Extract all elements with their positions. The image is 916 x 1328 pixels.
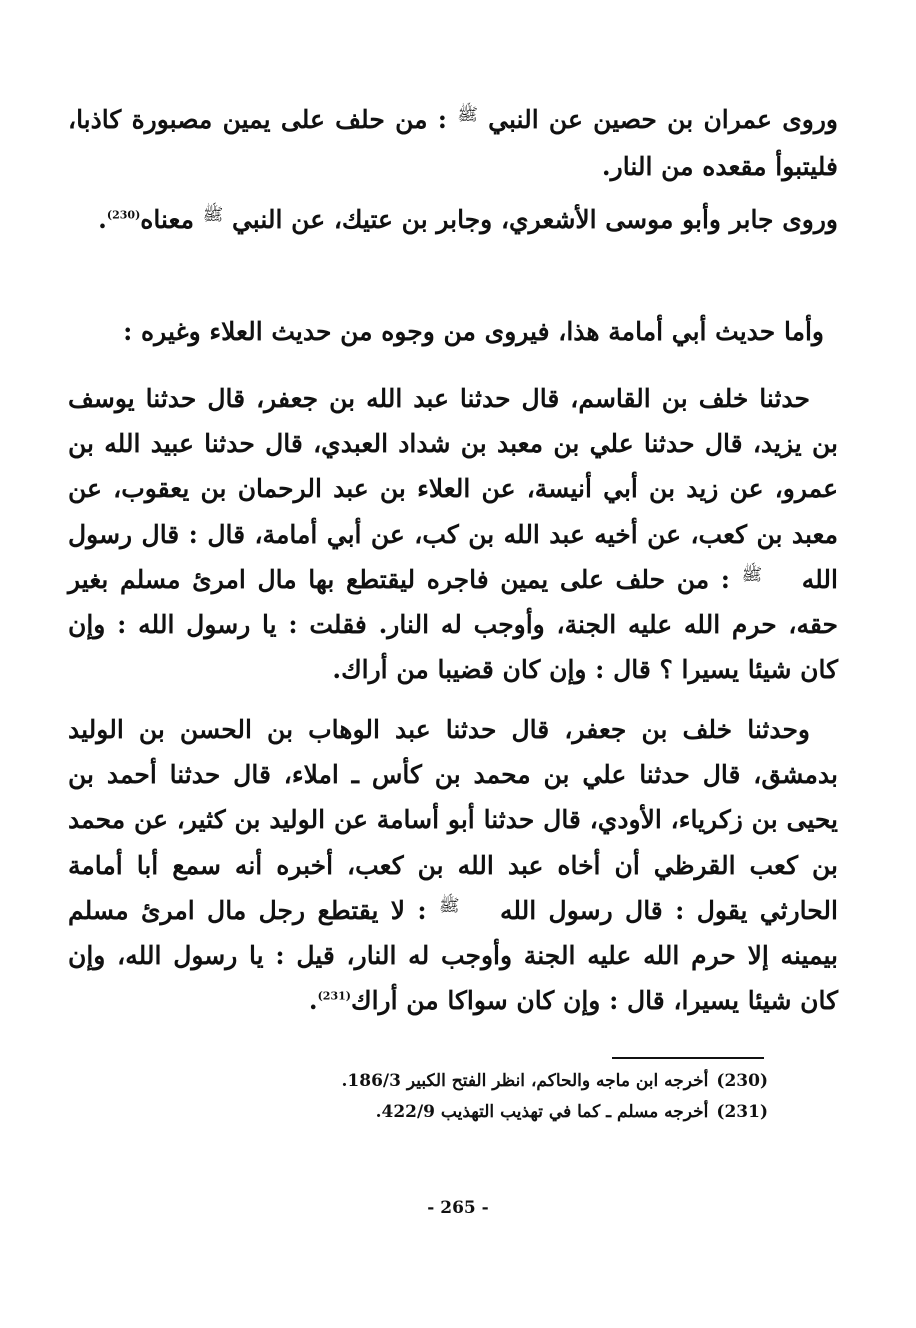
paragraph-jabir-hadith xyxy=(68,196,838,243)
pbuh-honorific-icon: ﷺ xyxy=(457,105,478,125)
paragraph-text: : لا يقتطع رجل مال امرئ مسلم بيمينه إلا حرم الله عليه الجنة وأوجب له النار، قيل : يا رسول الله، وإن كان شيئا يسيرا، قال : وإن كان سواكا من أراك xyxy=(68,895,838,1016)
paragraph-end: . xyxy=(308,986,318,1016)
footnote-text: أخرجه ابن ماجه والحاكم، انظر الفتح الكبير 186/3. xyxy=(341,1071,709,1091)
paragraph-text: حدثنا خلف بن القاسم، قال حدثنا عبد الله بن جعفر، قال حدثنا يوسف بن يزيد، قال حدثنا علي بن معبد بن شداد العبدي، قال حدثنا عبيد الله بن عمرو، عن زيد بن أبي أنيسة، عن العلاء بن عبد الرحمان بن يعقوب، عن معبد بن كعب، عن أخيه عبد الله بن كب، عن أبي أمامة، قال : قال رسول الله xyxy=(68,384,838,594)
paragraph-first-isnad xyxy=(68,376,838,692)
paragraph-text: وروى عمران بن حصين عن النبي xyxy=(477,105,838,134)
footnote-230 xyxy=(320,1066,768,1097)
pbuh-honorific-icon: ﷺ xyxy=(741,564,763,585)
paragraph-abu-umama-intro: وأما حديث أبي أمامة هذا، فيروى من وجوه من حديث العلاء وغيره : xyxy=(123,317,824,346)
pbuh-honorific-icon: ﷺ xyxy=(439,895,460,916)
footnote-number: (231) xyxy=(716,1102,768,1122)
paragraph-text: وروى جابر وأبو موسى الأشعري، وجابر بن عتيك، عن النبي xyxy=(223,205,838,234)
paragraph-text: : من حلف على يمين مصبورة كاذبا، فليتبوأ مقعده من النار. xyxy=(68,105,838,181)
footnote-reference-230[interactable]: (230) xyxy=(106,208,141,222)
footnote-number: (230) xyxy=(716,1071,768,1091)
paragraph-text: وحدثنا خلف بن جعفر، قال حدثنا عبد الوهاب بن الحسن بن الوليد بدمشق، قال حدثنا علي بن محمد بن كأس ـ املاء، قال حدثنا أحمد بن يحيى بن زكرياء، الأودي، قال حدثنا أبو أسامة عن الوليد بن كثير، عن محمد بن كعب القرظي أن أخاه عبد الله بن كعب، أخبره أنه سمع أبا أمامة الحارثي يقول : قال رسول الله xyxy=(68,715,838,925)
pbuh-honorific-icon: ﷺ xyxy=(202,205,224,225)
footnotes-section xyxy=(320,1066,768,1128)
footnote-reference-231[interactable]: (231) xyxy=(317,989,351,1003)
paragraph-text: : من حلف على يمين فاجره ليقتطع بها مال امرئ مسلم بغير حقه، حرم الله عليه الجنة، وأوجب له النار. فقلت : يا رسول الله : وإن كان شيئا يسيرا ؟ قال : وإن كان قضيبا من أراك. xyxy=(68,564,838,685)
footnote-text: أخرجه مسلم ـ كما في تهذيب التهذيب 422/9. xyxy=(375,1102,709,1122)
paragraph-text: معناه xyxy=(140,205,203,234)
paragraph-second-isnad xyxy=(68,707,838,1023)
paragraph-imran-hadith xyxy=(68,96,838,190)
footnote-231 xyxy=(320,1097,768,1128)
paragraph-end: . xyxy=(98,205,107,234)
page-number: - 265 - xyxy=(427,1198,489,1218)
footnote-divider xyxy=(612,1057,764,1059)
